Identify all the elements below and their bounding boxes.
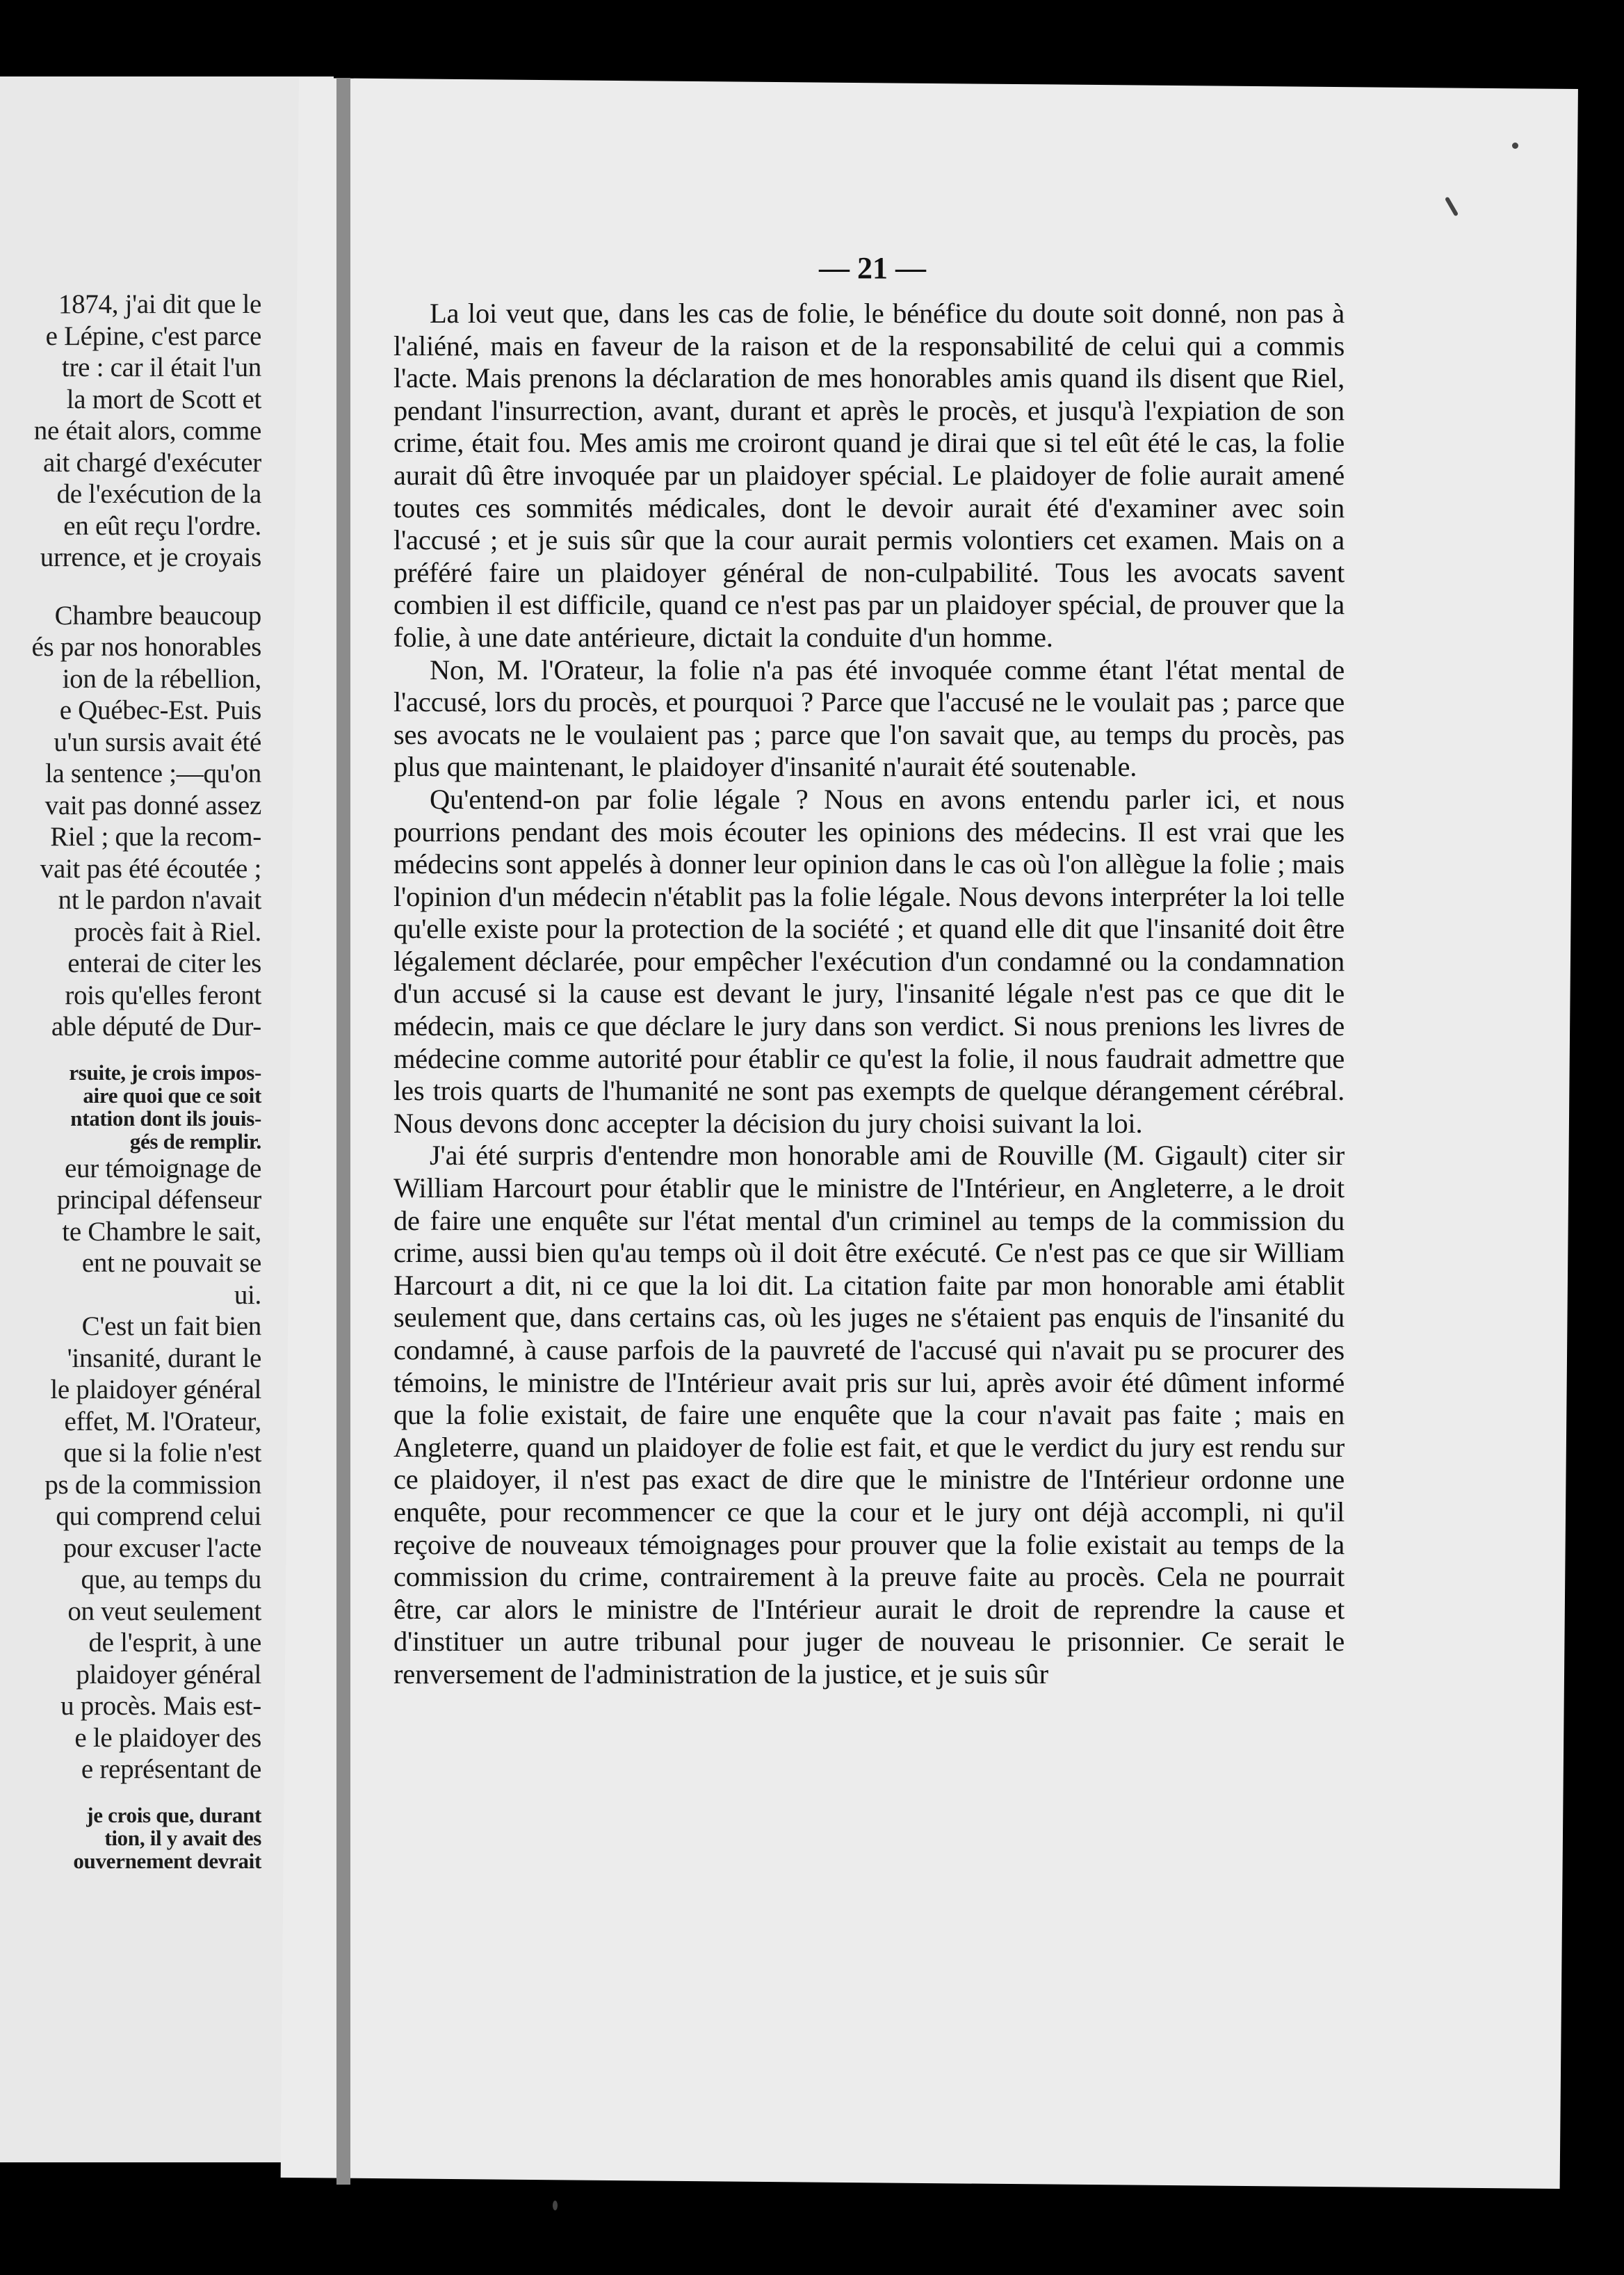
left-line: Riel ; que la recom- [50, 822, 261, 852]
left-line: able député de Dur- [51, 1012, 261, 1042]
left-line: eur témoignage de [65, 1153, 261, 1183]
left-line: ntation dont ils jouis- [70, 1106, 261, 1131]
left-line: tre : car il était l'un [61, 353, 261, 382]
left-line: nt le pardon n'avait [58, 885, 261, 915]
page-number: — 21 — [819, 251, 926, 285]
left-line: effet, M. l'Orateur, [64, 1406, 261, 1436]
left-line: que, au temps du [81, 1564, 261, 1594]
left-line: 'insanité, durant le [67, 1343, 261, 1373]
ink-speck [553, 2201, 558, 2210]
left-line: C'est un fait bien [81, 1311, 261, 1341]
left-line: ps de la commission [44, 1469, 261, 1500]
left-line: procès fait à Riel. [74, 916, 261, 947]
left-line: ouvernement devrait [73, 1848, 261, 1873]
left-line: je crois que, durant [86, 1802, 261, 1827]
left-line: ui. [234, 1279, 261, 1310]
left-line: tion, il y avait des [104, 1825, 261, 1850]
paragraph-folie-invoquee: Non, M. l'Orateur, la folie n'a pas été invoquée comme étant l'état mental de l'accusé, lors du procès, et pourquoi ? Parce que l'accusé ne le voulait pas ; parce que ses avocats ne le voulaient pas ; parce que l'on savait que, au temps du procès, pas plus que maintenant, le plaidoyer d'insanité n'aurait été soutenable. [393, 654, 1345, 783]
left-line: rois qu'elles feront [65, 980, 261, 1010]
page-body [393, 298, 1345, 1691]
ink-speck [1512, 143, 1518, 149]
left-line: e représentant de [81, 1754, 261, 1784]
left-line: ent ne pouvait se [81, 1248, 261, 1278]
left-line: e le plaidoyer des [74, 1722, 261, 1753]
left-line: en eût reçu l'ordre. [63, 510, 261, 541]
left-line: vait pas donné assez [44, 790, 261, 820]
left-line: plaidoyer général [76, 1659, 261, 1690]
left-line: e Lépine, c'est parce [45, 321, 261, 351]
left-line: pour excuser l'acte [63, 1532, 261, 1563]
left-line: e Québec-Est. Puis [59, 695, 261, 725]
left-line: és par nos honorables [31, 632, 261, 662]
left-line: ne était alors, comme [33, 416, 261, 446]
left-line: le plaidoyer général [50, 1375, 261, 1404]
left-line: u procès. Mais est- [60, 1691, 261, 1721]
left-line: de l'exécution de la [56, 479, 261, 509]
left-line: te Chambre le sait, [62, 1216, 261, 1247]
left-line: on veut seulement [67, 1596, 261, 1626]
left-line: Chambre beaucoup [54, 600, 261, 631]
left-line: u'un sursis avait été [54, 727, 261, 757]
left-line: 1874, j'ai dit que le [58, 289, 261, 319]
left-line: que si la folie n'est [63, 1438, 261, 1468]
left-line: urrence, et je croyais [40, 542, 261, 572]
left-line: la sentence ;—qu'on [44, 759, 261, 788]
left-line: gés de remplir. [129, 1128, 261, 1153]
left-line: aire quoi que ce soit [83, 1083, 261, 1108]
page-gutter [336, 78, 350, 2185]
left-page-text [0, 289, 261, 1872]
left-line: vait pas été écoutée ; [40, 853, 261, 884]
left-line: qui comprend celui [56, 1501, 261, 1531]
paragraph-harcourt: J'ai été surpris d'entendre mon honorable ami de Rouville (M. Gigault) citer sir William Harcourt pour établir que le ministre de l'Intérieur, en Angleterre, a le droit de faire une enquête sur l'état mental d'un criminel au temps de la commission du crime, aussi bien qu'au temps où il doit être exécuté. Ce n'est pas ce que sir William Harcourt a dit, ni ce que la loi dit. La citation faite par mon honorable ami établit seulement que, dans certains cas, où les juges ne s'étaient pas enquis de l'insanité du condamné, à cause parfois de la pauvreté de l'accusé qui n'avait pu se procurer des témoins, le ministre de l'Intérieur avait pris sur lui, après avoir été dûment informé que la folie existait, de faire une enquête que la cour n'avait pas faite ; mais en Angleterre, quand un plaidoyer de folie est fait, et que le verdict du jury est rendu sur ce plaidoyer, il n'est pas exact de dire que le ministre de l'Intérieur ordonne une enquête, pour recommencer ce que la cour et le jury ont déjà accompli, ni qu'il reçoive de nouveaux témoignages pour prouver que la folie existait au temps de la commission du crime, contrairement à la preuve faite au procès. Cela ne pourrait être, car alors le ministre de l'Intérieur aurait le droit de reprendre la cause et d'instituer un autre tribunal pour juger de nouveau le prisonnier. Ce serait le renversement de l'administration de la justice, et je suis sûr [393, 1140, 1345, 1690]
left-line: principal défenseur [56, 1185, 261, 1215]
left-line: enterai de citer les [67, 948, 261, 978]
left-line: ion de la rébellion, [62, 663, 261, 694]
left-line: de l'esprit, à une [88, 1628, 261, 1658]
paragraph-folie-legale: Qu'entend-on par folie légale ? Nous en avons entendu parler ici, et nous pourrions pendant des mois écouter les opinions des médecins. Il est vrai que les médecins sont appelés à donner leur opinion dans le cas où l'on allègue la folie ; mais l'opinion d'un médecin n'établit pas la folie légale. Nous devons interpréter la loi telle qu'elle existe pour la protection de la société ; et quand elle dit que l'insanité doit être légalement déclarée, pour empêcher l'exécution d'un condamné ou la condamnation d'un accusé si la cause est devant le jury, l'insanité légale n'est pas ce que dit le médecin, mais ce que déclare le jury dans son verdict. Si nous prenions les livres de médecine comme autorité pour établir ce qu'est la folie, il nous faudrait admettre que les trois quarts de l'humanité ne sont pas exempts de quelque dérangement cérébral. Nous devons donc accepter la décision du jury choisi suivant la loi. [393, 783, 1345, 1139]
left-line: la mort de Scott et [66, 384, 261, 414]
left-line: rsuite, je crois impos- [69, 1060, 261, 1085]
paragraph-folie-doute: La loi veut que, dans les cas de folie, le bénéfice du doute soit donné, non pas à l'aliéné, mais en faveur de la raison et de la responsabilité de celui qui a commis l'acte. Mais prenons la déclaration de mes honorables amis quand ils disent que Riel, pendant l'insurrection, avant, durant et après le procès, et jusqu'à l'expiation de son crime, était fou. Mes amis me croiront quand je dirai que si tel eût été le cas, la folie aurait dû être invoquée par un plaidoyer spécial. Le plaidoyer de folie aurait amené toutes ces sommités médicales, dont le devoir aurait été d'examiner avec soin l'accusé ; et je suis sûr que la cour aurait permis volontiers cet examen. Mais on a préféré faire un plaidoyer général de non-culpabilité. Tous les avocats savent combien il est difficile, quand ce n'est pas par un plaidoyer spécial, de prouver que la folie, à une date antérieure, dictait la conduite d'un homme. [393, 298, 1345, 653]
left-line: ait chargé d'exécuter [43, 447, 261, 478]
